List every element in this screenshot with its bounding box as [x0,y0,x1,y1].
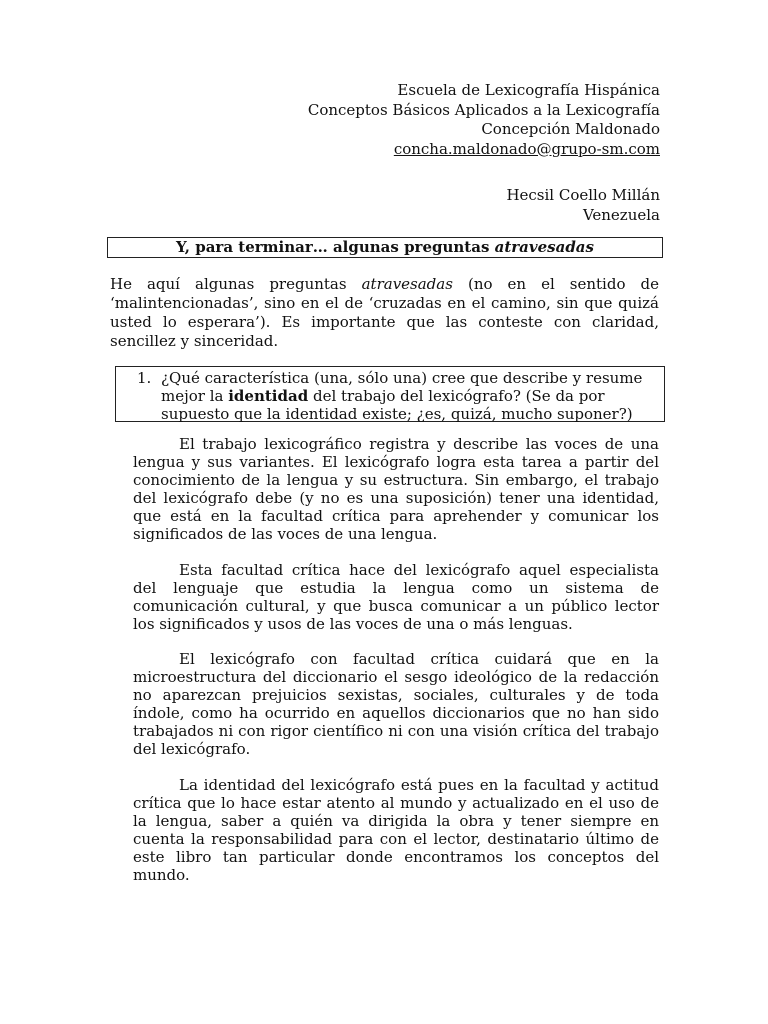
intro-text-start: He aquí algunas preguntas [110,275,362,293]
answer-paragraph-1: El trabajo lexicográfico registra y describe las voces de una lengua y sus variantes. El lexicógrafo logra esta tarea a partir del conocimiento de la lengua y su estructura. Sin embargo, el trabajo del lexicógrafo debe (y no es una suposición) tener una identidad, que está en la facultad crítica para aprehender y comunicar los significados de las voces de una lengua. [133,435,659,544]
answer-section [133,435,659,901]
section-title-emphasis: atravesadas [494,238,594,256]
course-name: Conceptos Básicos Aplicados a la Lexicografía [307,100,660,119]
teacher-email-link[interactable]: concha.maldonado@grupo-sm.com [393,139,660,158]
author-country: Venezuela [582,205,660,224]
question-box [115,366,665,422]
author-name: Hecsil Coello Millán [506,186,660,204]
answer-paragraph-2: Esta facultad crítica hace del lexicógrafo aquel especialista del lenguaje que estudia la lengua como un sistema de comunicación cultural, y que busca comunicar a un público lector los significados y usos de las voces de una o más lenguas. [133,560,659,633]
answer-paragraph-3: El lexicógrafo con facultad crítica cuidará que en la microestructura del diccionario el sesgo ideológico de la redacción no aparezcan prejuicios sexistas, sociales, culturales y de toda índole, como ha ocurrido en aquellos diccionarios que no han sido trabajados ni con rigor científico ni con una visión crítica del trabajo del lexicógrafo. [133,649,659,759]
school-name: Escuela de Lexicografía Hispánica [397,81,660,99]
author-block [506,186,660,225]
question-text-start: ¿Qué característica (una, sólo una) cree que describe y resume mejor la [161,369,643,405]
question-number: 1. [137,369,152,387]
section-title [107,237,663,258]
intro-text-end: (no en el sentido de ‘malintencionadas’, sino en el de ‘cruzadas en el camino, sin que quizá usted lo esperara’). Es importante que las conteste con claridad, sencillez y sinceridad. [110,275,659,350]
answer-paragraph-4: La identidad del lexicógrafo está pues en la facultad y actitud crítica que lo hace estar atento al mundo y actualizado en el uso de la lengua, saber a quién va dirigida la obra y tener siempre en cuenta la responsabilidad para con el lector, destinatario último de este libro tan particular donde encontramos los conceptos del mundo. [133,775,659,884]
question-text [161,369,661,423]
course-header [308,81,660,159]
intro-paragraph [110,275,659,351]
question-text-end: del trabajo del lexicógrafo? (Se da por supuesto que la identidad existe; ¿es, quizá, mucho suponer?) [161,387,633,423]
section-title-text: Y, para terminar… algunas preguntas [176,238,495,256]
intro-emphasis: atravesadas [361,275,453,293]
teacher-name: Concepción Maldonado [481,120,660,138]
question-bold-term: identidad [228,387,309,405]
